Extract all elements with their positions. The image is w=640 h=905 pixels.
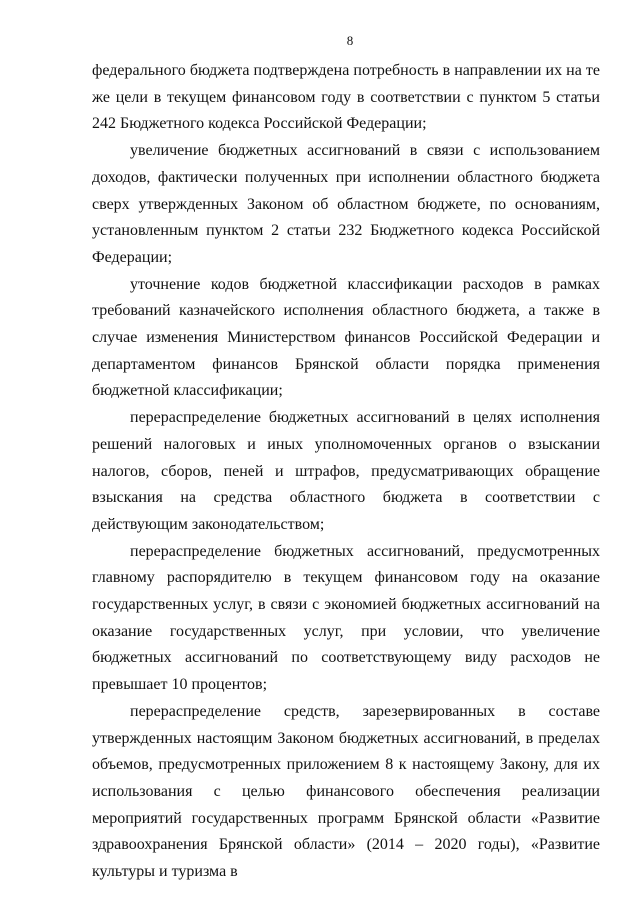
body-text — [92, 58, 600, 886]
paragraph-tax-decisions: перераспределение бюджетных ассигнований в целях исполнения решений налоговых и иных уполномоченных органов о взыскании налогов, сборов, пеней и штрафов, предусматривающих обращение взыскания на средства областного бюджета в соответствии с действующим законодательством; — [92, 409, 600, 533]
paragraph-state-services: перераспределение бюджетных ассигнований, предусмотренных главному распорядителю в текущем финансовом году на оказание государственных услуг, в связи с экономией бюджетных ассигнований на оказание государственных услуг, при условии, что увеличение бюджетных ассигнований по соответствующему виду расходов не превышает 10 процентов; — [92, 542, 600, 694]
paragraph-continuation: федерального бюджета подтверждена потребность в направлении их на те же цели в текущем финансовом году в соответствии с пунктом 5 статьи 242 Бюджетного кодекса Российской Федерации; — [92, 62, 600, 133]
paragraph-reserved-funds: перераспределение средств, зарезервированных в составе утвержденных настоящим Законом бюджетных ассигнований, в пределах объемов, предусмотренных приложением 8 к настоящему Закону, для их использования с целью финансового обеспечения реализации мероприятий государственных программ Брянской области «Развитие здравоохранения Брянской области» (2014 – 2020 годы), «Развитие культуры и туризма в — [92, 702, 600, 881]
page-number: 8 — [346, 33, 354, 48]
paragraph-classification-codes: уточнение кодов бюджетной классификации расходов в рамках требований казначейского исполнения областного бюджета, а также в случае изменения Министерством финансов Российской Федерации и департаментом финансов Брянской области порядка применения бюджетной классификации; — [92, 275, 600, 400]
paragraph-budget-increase: увеличение бюджетных ассигнований в связи с использованием доходов, фактически полученных при исполнении областного бюджета сверх утвержденных Законом об областном бюджете, по основаниям, установленным пунктом 2 статьи 232 Бюджетного кодекса Российской Федерации; — [92, 142, 600, 266]
